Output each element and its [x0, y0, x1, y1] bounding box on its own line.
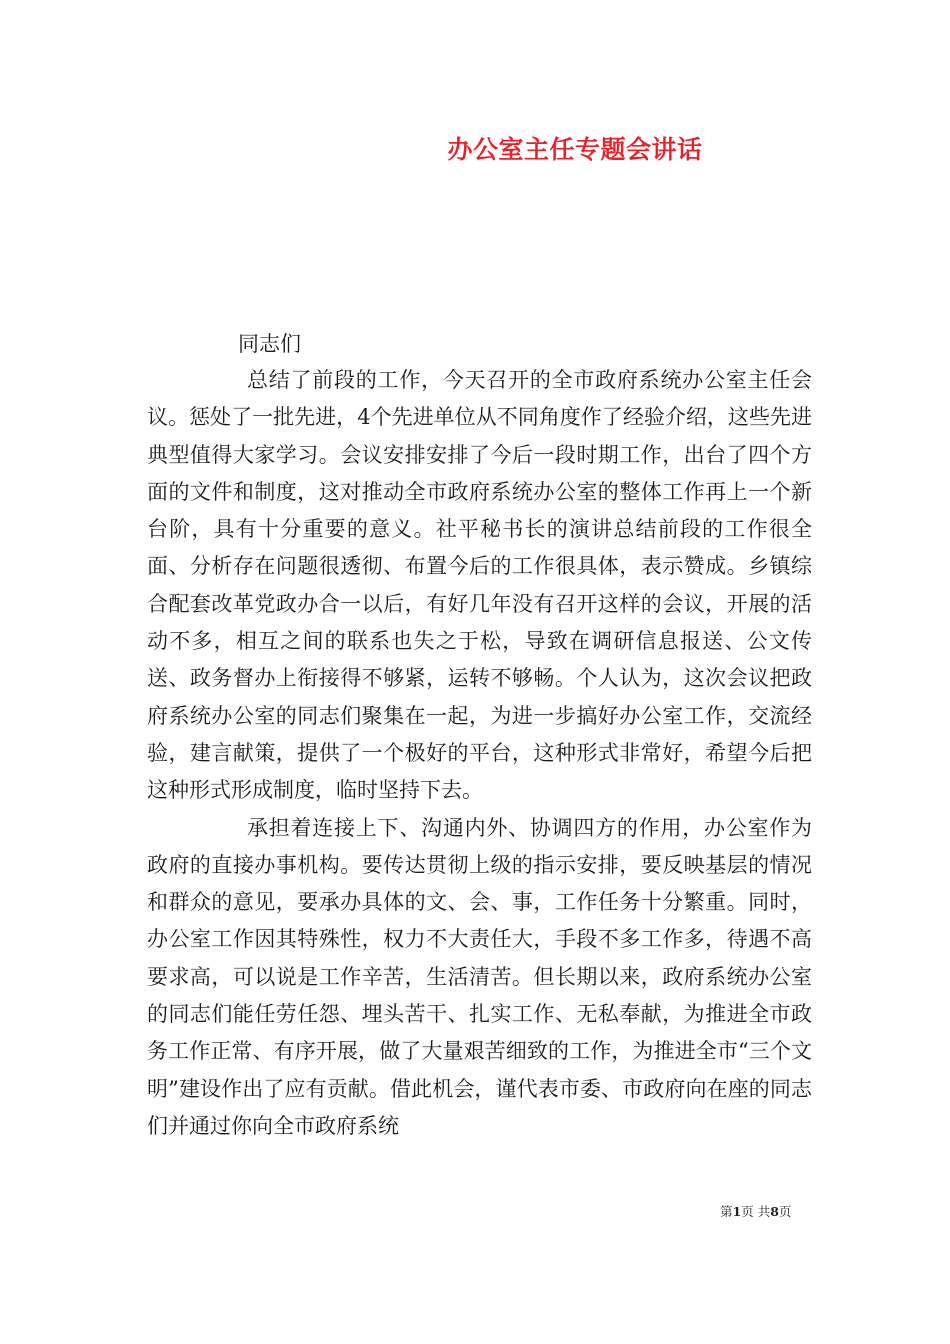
footer-suffix: 页 — [778, 1204, 792, 1219]
footer-middle: 页 共 — [741, 1204, 771, 1219]
footer-current-page: 1 — [732, 1204, 742, 1219]
page-footer — [720, 1203, 791, 1221]
paragraph-1: 总结了前段的工作，今天召开的全市政府系统办公室主任会议。惩处了一批先进，4个先进单位从不同角度作了经验介绍，这些先进典型值得大家学习。会议安排安排了今后一段时期工作，出台了四个方面的文件和制度，这对推动全市政府系统办公室的整体工作再上一个新台阶，具有十分重要的意义。社平秘书长的演讲总结前段的工作很全面、分析存在问题很透彻、布置今后的工作很具体，表示赞成。乡镇综合配套改革党政办合一以后，有好几年没有召开这样的会议，开展的活动不多，相互之间的联系也失之于松，导致在调研信息报送、公文传送、政务督办上衔接得不够紧，运转不够畅。个人认为，这次会议把政府系统办公室的同志们聚集在一起，为进一步搞好办公室工作，交流经验，建言献策，提供了一个极好的平台，这种形式非常好，希望今后把这种形式形成制度，临时坚持下去。 — [147, 368, 812, 803]
paragraph-2: 承担着连接上下、沟通内外、协调四方的作用，办公室作为政府的直接办事机构。要传达贯彻上级的指示安排，要反映基层的情况和群众的意见，要承办具体的文、会、事，工作任务十分繁重。同时，办公室工作因其特殊性，权力不大责任大，手段不多工作多，待遇不高要求高，可以说是工作辛苦，生活清苦。但长期以来，政府系统办公室的同志们能任劳任怨、埋头苦干、扎实工作、无私奉献，为推进全市政务工作正常、有序开展，做了大量艰苦细致的工作，为推进全市“三个文明”建设作出了应有贡献。借此机会，谨代表市委、市政府向在座的同志们并通过你向全市政府系统 — [147, 815, 812, 1138]
footer-total-pages: 8 — [770, 1204, 779, 1219]
document-title: 办公室主任专题会讲话 — [447, 135, 703, 164]
salutation: 同志们 — [238, 332, 301, 356]
document-body — [147, 362, 812, 1145]
footer-prefix: 第 — [720, 1204, 733, 1219]
